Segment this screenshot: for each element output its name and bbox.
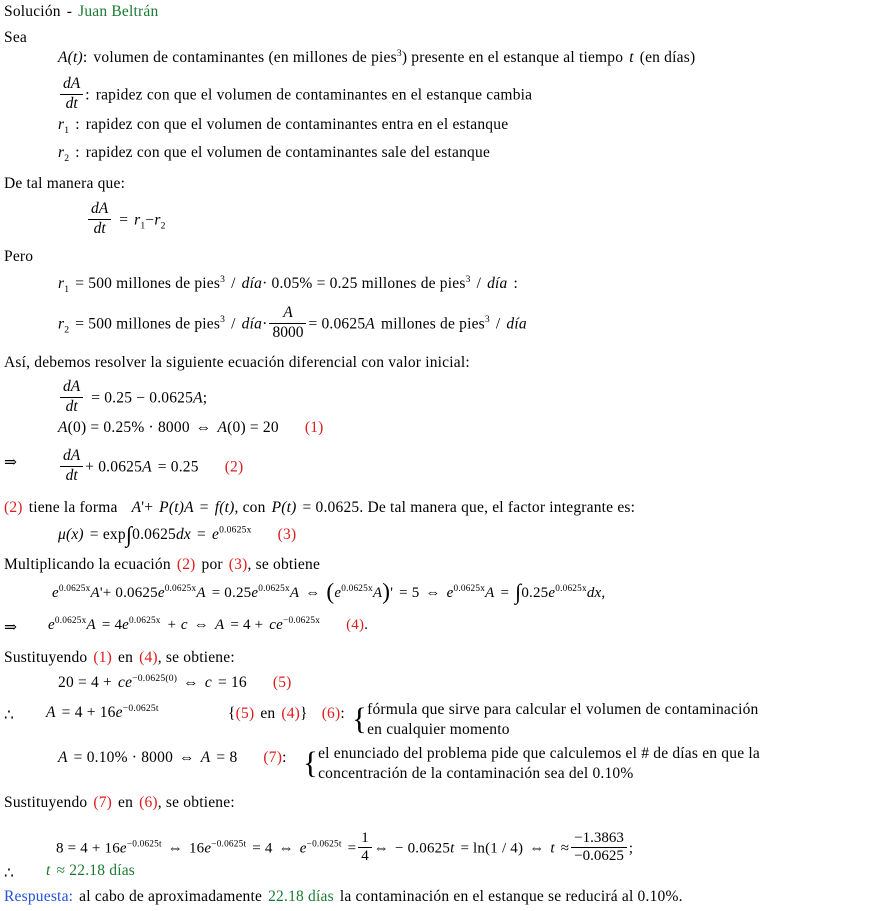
tag-1: (1) [93, 649, 113, 666]
tag-3: (3) [228, 556, 248, 573]
therefore-symbol-1: ∴ [4, 707, 15, 724]
tag-6: (6) [321, 705, 341, 722]
fraction-dA-dt: $\frac{dA}{dt}$ [60, 448, 83, 484]
sustituyendo-1-en-4: Sustituyendo (1) en (4), se obtiene: [4, 649, 235, 666]
integral-icon: ∫ [125, 521, 133, 547]
definition-r1: $r_1$ : rapidez con que el volumen de contaminantes entra en el estanque [58, 116, 509, 137]
tag-2: (2) [224, 458, 244, 476]
equation-7-target-amount: A = 0.10% · 8000 ⇔ A = 8 (7): [58, 749, 287, 766]
note-6-lines: fórmula que sirve para calcular el volumen de contaminación en cualquier momento [367, 701, 759, 738]
paren-close: ) [382, 579, 391, 606]
tag-7: (7) [263, 749, 283, 766]
paren-open: ( [326, 579, 335, 606]
sustituyendo-7-en-6: Sustituyendo (7) en (6), se obtiene: [4, 794, 235, 811]
symbol-A-of-t: A(t) [58, 49, 83, 66]
equation-5-constant: $20 = 4 + ce^{-0.0625(0)}$ ⇔ c = 16 (5) [58, 672, 292, 691]
fraction-dA-dt: $\frac{dA}{dt}$ [60, 379, 83, 415]
equation-2-standard-form: $\frac{dA}{dt}$ + 0.0625A = 0.25 (2) [58, 450, 243, 486]
annotation-5-in-4: {(5) en (4)} (6): [228, 705, 345, 722]
equation-3-integrating-factor: $\mu(x) = \exp\int 0.0625dx = e^{0.0625x}$ (3) [58, 521, 297, 547]
author-name: Juan Beltrán [78, 3, 159, 20]
tag-2: (2) [4, 499, 23, 516]
tag-2: (2) [176, 556, 196, 573]
form-description-line: (2) tiene la forma A'+ P(t)A = f(t), con P(t) = 0.0625. De tal manera que, el factor integrante es: [4, 499, 636, 516]
fraction-A-over-8000: $\frac{A}{8000}$ [269, 305, 306, 341]
fraction-ln-over-rate: $\frac{-1.3863}{-0.0625}$ [571, 831, 627, 866]
equation-4-general-solution: $e^{0.0625x}A = 4e^{0.0625x} + c$ ⇔ $A = 4 + ce^{-0.0625x}$ (4). [48, 616, 369, 633]
equation-r1-value: $r_1 = 500$ millones de pies$^3$ / día· 0.05% = 0.25 millones de pies$^3$ / día : [58, 273, 519, 296]
tag-1: (1) [304, 419, 324, 436]
fraction-one-quarter: $\frac{1}{4}$ [358, 831, 372, 866]
tag-5: (5) [272, 674, 292, 691]
equation-dAdt-r1-r2: $\frac{dA}{dt}$ = $r_1-r_2$ [86, 203, 166, 239]
brace-icon: { [303, 744, 319, 780]
answer-value: 22.18 días [268, 888, 334, 905]
note-equation-6 [352, 700, 759, 740]
tag-6: (6) [139, 794, 158, 811]
tag-4: (4) [346, 617, 365, 633]
tag-4: (4) [139, 649, 158, 666]
document-title [4, 4, 158, 20]
intro-sea: Sea [4, 29, 27, 46]
de-tal-manera-que: De tal manera que: [4, 175, 126, 192]
title-prefix: Solución [4, 3, 61, 20]
implies-symbol-2: ⇒ [4, 619, 18, 636]
equation-multiplied-by-integrating-factor: $e^{0.0625x}A'+ 0.0625e^{0.0625x}A = 0.25e^{0.0625x}A$ ⇔ $(e^{0.0625x}A)' = 5$ ⇔ $e^{0.0625x}A = \int 0.25e^{0.0625x}dx$, [52, 579, 606, 606]
title-dash: - [66, 3, 73, 20]
tag-7: (7) [93, 794, 113, 811]
therefore-symbol-2: ∴ [4, 865, 15, 882]
answer-line: Respuesta: al cabo de aproximadamente 22.18 días la contaminación en el estanque se reducirá al 0.10%. [4, 888, 683, 905]
multiplicando-line: Multiplicando la ecuación (2) por (3), se obtiene [4, 556, 321, 573]
pero-label: Pero [4, 248, 34, 265]
integral-icon: ∫ [515, 580, 522, 605]
result-t-value: t ≈ 22.18 días [46, 862, 136, 879]
equation-6-formula: $A = 4 + 16e^{-0.0625t}$ [46, 702, 159, 721]
fraction-dA-dt: $\frac{dA}{dt}$ [88, 201, 111, 237]
tag-5: (5) [235, 705, 255, 722]
equation-initial-condition: A(0) = 0.25% · 8000 ⇔ A(0) = 20 (1) [58, 419, 324, 436]
implies-symbol-1: ⇒ [4, 454, 18, 471]
note-7-lines: el enunciado del problema pide que calculemos el # de días en que la concentración de la contaminación sea del 0.10% [318, 745, 760, 782]
fraction-dA-dt: $\frac{dA}{dt}$ [60, 76, 83, 112]
definition-A: A(t): volumen de contaminantes (en millones de pies$^3$) presente en el estanque al tiempo t (en días) [58, 47, 696, 66]
equation-r2-value: $r_2 = 500$ millones de pies$^3$ / día· $\frac{A}{8000}$ = 0.0625A millones de pies$^3$ / día [58, 304, 527, 341]
brace-icon: { [352, 700, 368, 736]
equation-ivp-ode: $\frac{dA}{dt}$ = 0.25 − 0.0625A; [58, 381, 207, 417]
tag-3: (3) [277, 525, 297, 543]
asi-debemos-resolver: Así, debemos resolver la siguiente ecuación diferencial con valor inicial: [4, 354, 470, 371]
tag-4: (4) [281, 705, 301, 722]
answer-label: Respuesta: [4, 888, 74, 905]
equation-final-solve-for-t: $8 = 4 + 16e^{-0.0625t}$ ⇔ $16e^{-0.0625t} = 4$ ⇔ $e^{-0.0625t}$ = $\frac{1}{4}$ ⇔ − 0.0625t = ln(1 / 4) ⇔ t ≈ $\frac{-1.3863}{-0.0625}$ ; [56, 829, 634, 865]
note-equation-7 [303, 744, 760, 784]
definition-r2: $r_2$ : rapidez con que el volumen de contaminantes sale del estanque [58, 144, 491, 165]
definition-dA-dt: $\frac{dA}{dt}$ : rapidez con que el volumen de contaminantes en el estanque cambia [58, 78, 532, 114]
